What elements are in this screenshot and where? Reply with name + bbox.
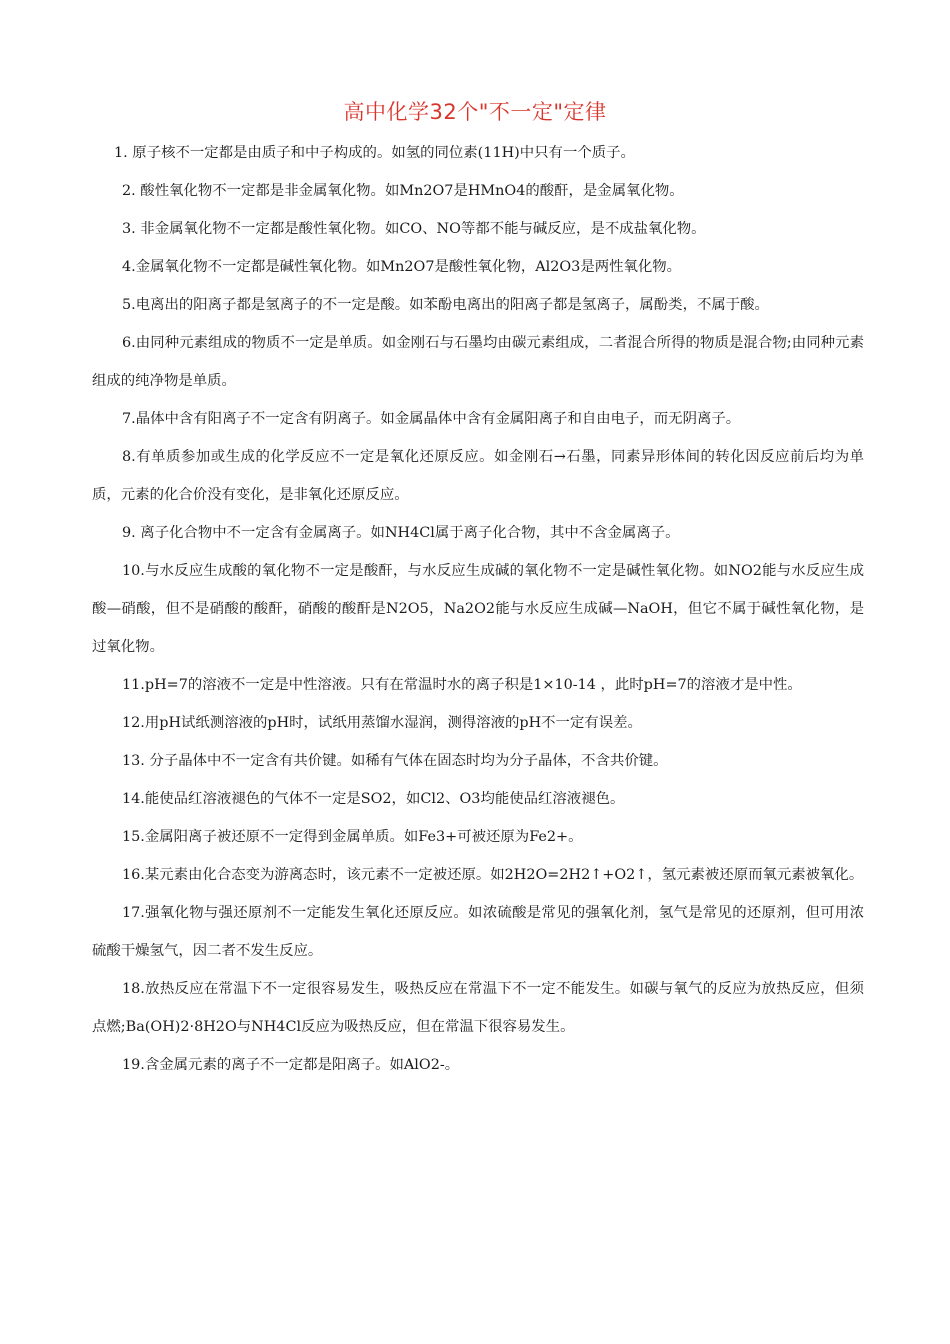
rule-item-12: 12.用pH试纸测溶液的pH时，试纸用蒸馏水湿润，测得溶液的pH不一定有误差。 [122,715,642,731]
rule-item-18: 18.放热反应在常温下不一定很容易发生，吸热反应在常温下不一定不能发生。如碳与氧气的反应为放热反应，但须点燃;Ba(OH)2·8H2O与NH4Cl反应为吸热反应，但在常温下很容易发生。 [92,981,864,1035]
rule-item-16: 16.某元素由化合态变为游离态时，该元素不一定被还原。如2H2O=2H2↑+O2↑，氢元素被还原而氧元素被氧化。 [122,867,864,883]
rule-item-11: 11.pH=7的溶液不一定是中性溶液。只有在常温时水的离子积是1×10-14 ，此时pH=7的溶液才是中性。 [122,677,802,693]
rule-item-13: 13. 分子晶体中不一定含有共价键。如稀有气体在固态时均为分子晶体，不含共价键。 [122,753,668,769]
rule-item-7: 7.晶体中含有阳离子不一定含有阴离子。如金属晶体中含有金属阳离子和自由电子，而无阴离子。 [122,411,741,427]
rule-item-9: 9. 离子化合物中不一定含有金属离子。如NH4Cl属于离子化合物，其中不含金属离子。 [122,525,680,541]
rule-item-10: 10.与水反应生成酸的氧化物不一定是酸酐，与水反应生成碱的氧化物不一定是碱性氧化物。如NO2能与水反应生成酸—硝酸，但不是硝酸的酸酐，硝酸的酸酐是N2O5，Na2O2能与水反应生成碱—NaOH，但它不属于碱性氧化物，是过氧化物。 [92,563,864,655]
rule-item-4: 4.金属氧化物不一定都是碱性氧化物。如Mn2O7是酸性氧化物，Al2O3是两性氧化物。 [122,259,682,275]
rule-item-6: 6.由同种元素组成的物质不一定是单质。如金刚石与石墨均由碳元素组成，二者混合所得的物质是混合物;由同种元素组成的纯净物是单质。 [92,335,864,389]
rule-item-2: 2. 酸性氧化物不一定都是非金属氧化物。如Mn2O7是HMnO4的酸酐，是金属氧化物。 [122,183,684,199]
rule-item-19: 19.含金属元素的离子不一定都是阳离子。如AlO2-。 [122,1057,460,1073]
rule-item-8: 8.有单质参加或生成的化学反应不一定是氧化还原反应。如金刚石→石墨，同素异形体间的转化因反应前后均为单质，元素的化合价没有变化，是非氧化还原反应。 [92,449,864,503]
document-body [92,134,864,1084]
rule-item-3: 3. 非金属氧化物不一定都是酸性氧化物。如CO、NO等都不能与碱反应，是不成盐氧化物。 [122,221,706,237]
rule-item-1: 1. 原子核不一定都是由质子和中子构成的。如氢的同位素(11H)中只有一个质子。 [114,145,635,161]
rule-item-14: 14.能使品红溶液褪色的气体不一定是SO2，如Cl2、O3均能使品红溶液褪色。 [122,791,625,807]
rule-item-5: 5.电离出的阳离子都是氢离子的不一定是酸。如苯酚电离出的阳离子都是氢离子，属酚类，不属于酸。 [122,297,769,313]
rule-item-17: 17.强氧化物与强还原剂不一定能发生氧化还原反应。如浓硫酸是常见的强氧化剂，氢气是常见的还原剂，但可用浓硫酸干燥氢气，因二者不发生反应。 [92,905,864,959]
document-title: 高中化学32个"不一定"定律 [343,100,607,124]
rule-item-15: 15.金属阳离子被还原不一定得到金属单质。如Fe3+可被还原为Fe2+。 [122,829,583,845]
